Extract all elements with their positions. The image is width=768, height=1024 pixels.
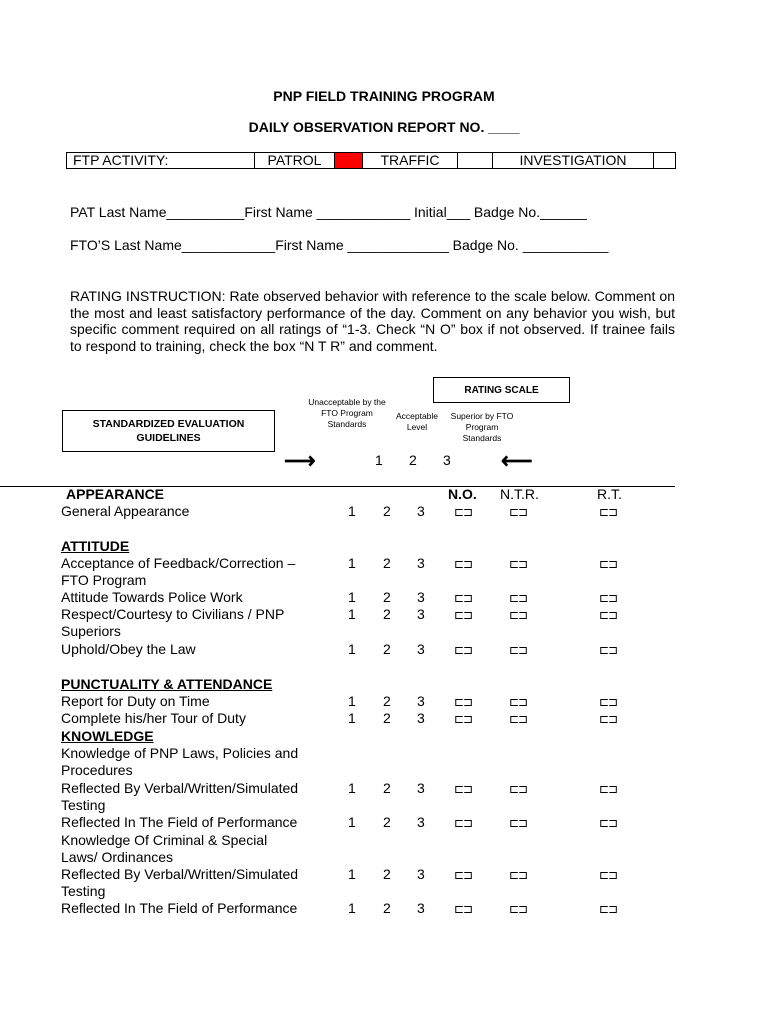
rating-2[interactable]: 2	[383, 503, 391, 519]
rt-checkbox[interactable]: ⊏⊐	[599, 557, 618, 571]
rating-1[interactable]: 1	[348, 693, 356, 709]
rt-checkbox[interactable]: ⊏⊐	[599, 868, 618, 882]
rating-1[interactable]: 1	[348, 780, 356, 796]
ntr-checkbox[interactable]: ⊏⊐	[509, 591, 528, 605]
activity-patrol-label: PATROL	[255, 153, 335, 169]
rating-1[interactable]: 1	[348, 814, 356, 830]
no-checkbox[interactable]: ⊏⊐	[454, 591, 473, 605]
no-checkbox[interactable]: ⊏⊐	[454, 868, 473, 882]
rating-1[interactable]: 1	[348, 555, 356, 571]
item-label: Respect/Courtesy to Civilians / PNP	[61, 606, 285, 622]
item-label: Knowledge of PNP Laws, Policies and	[61, 745, 299, 761]
rating-2[interactable]: 2	[383, 693, 391, 709]
ntr-checkbox[interactable]: ⊏⊐	[509, 712, 528, 726]
no-checkbox[interactable]: ⊏⊐	[454, 902, 473, 916]
ntr-checkbox[interactable]: ⊏⊐	[509, 816, 528, 830]
item-label: Reflected By Verbal/Written/Simulated	[61, 780, 299, 796]
item-label: FTO Program	[61, 572, 147, 588]
column-rt: R.T.	[597, 486, 622, 502]
rating-3[interactable]: 3	[417, 589, 425, 605]
rating-1[interactable]: 1	[348, 710, 356, 726]
no-checkbox[interactable]: ⊏⊐	[454, 712, 473, 726]
scale-number-2: 2	[409, 452, 417, 468]
scale-acceptable-label: Acceptable Level	[395, 411, 439, 432]
section-attitude: ATTITUDE	[61, 538, 130, 554]
rating-scale-box: RATING SCALE	[433, 377, 570, 403]
rating-instruction: RATING INSTRUCTION: Rate observed behavior with reference to the scale below. Comment on the most and least satisfactory performance of the day. Comment on any behavior you wish, but specific comment required on all ratings of “1-3. Check “N O” box if not observed. If trainee fails to respond to training, check the box “N T R” and comment.	[70, 288, 675, 354]
arrow-right-icon: ⟶	[284, 448, 316, 473]
rt-checkbox[interactable]: ⊏⊐	[599, 591, 618, 605]
no-checkbox[interactable]: ⊏⊐	[454, 505, 473, 519]
section-appearance: APPEARANCE	[66, 486, 165, 502]
rating-3[interactable]: 3	[417, 900, 425, 916]
item-label: Testing	[61, 797, 106, 813]
ntr-checkbox[interactable]: ⊏⊐	[509, 608, 528, 622]
traffic-checkbox[interactable]	[458, 153, 493, 169]
rating-1[interactable]: 1	[348, 589, 356, 605]
report-number-title: DAILY OBSERVATION REPORT NO. ____	[248, 119, 520, 135]
fto-name-line[interactable]: FTO’S Last Name____________First Name _____________ Badge No. ___________	[70, 237, 609, 253]
rt-checkbox[interactable]: ⊏⊐	[599, 902, 618, 916]
item-label: General Appearance	[61, 503, 190, 519]
activity-label: FTP ACTIVITY:	[67, 153, 255, 169]
rating-3[interactable]: 3	[417, 606, 425, 622]
item-label: Attitude Towards Police Work	[61, 589, 243, 605]
rating-1[interactable]: 1	[348, 503, 356, 519]
rating-1[interactable]: 1	[348, 641, 356, 657]
scale-number-3: 3	[443, 452, 451, 468]
scale-number-1: 1	[375, 452, 383, 468]
section-punctuality: PUNCTUALITY & ATTENDANCE	[61, 676, 273, 692]
item-label: Testing	[61, 883, 106, 899]
item-label: Knowledge Of Criminal & Special	[61, 832, 268, 848]
item-label: Uphold/Obey the Law	[61, 641, 196, 657]
rating-2[interactable]: 2	[383, 555, 391, 571]
evaluation-guidelines-box: STANDARDIZED EVALUATION GUIDELINES	[62, 410, 275, 452]
rating-2[interactable]: 2	[383, 900, 391, 916]
rating-3[interactable]: 3	[417, 693, 425, 709]
rating-3[interactable]: 3	[417, 555, 425, 571]
rating-2[interactable]: 2	[383, 866, 391, 882]
no-checkbox[interactable]: ⊏⊐	[454, 695, 473, 709]
section-knowledge: KNOWLEDGE	[61, 728, 154, 744]
item-label: Acceptance of Feedback/Correction –	[61, 555, 296, 571]
rating-3[interactable]: 3	[417, 780, 425, 796]
rt-checkbox[interactable]: ⊏⊐	[599, 816, 618, 830]
item-label: Reflected By Verbal/Written/Simulated	[61, 866, 299, 882]
item-label: Procedures	[61, 762, 133, 778]
column-ntr: N.T.R.	[500, 486, 539, 502]
ntr-checkbox[interactable]: ⊏⊐	[509, 902, 528, 916]
no-checkbox[interactable]: ⊏⊐	[454, 816, 473, 830]
no-checkbox[interactable]: ⊏⊐	[454, 782, 473, 796]
rt-checkbox[interactable]: ⊏⊐	[599, 643, 618, 657]
item-label: Reflected In The Field of Performance	[61, 900, 298, 916]
patrol-checkbox[interactable]	[335, 153, 363, 169]
item-label: Laws/ Ordinances	[61, 849, 174, 865]
rt-checkbox[interactable]: ⊏⊐	[599, 608, 618, 622]
scale-unacceptable-label: Unacceptable by the FTO Program Standards	[308, 397, 386, 429]
rating-3[interactable]: 3	[417, 814, 425, 830]
activity-investigation-label: INVESTIGATION	[493, 153, 654, 169]
column-no: N.O.	[448, 486, 477, 502]
ntr-checkbox[interactable]: ⊏⊐	[509, 643, 528, 657]
rating-3[interactable]: 3	[417, 503, 425, 519]
rating-3[interactable]: 3	[417, 866, 425, 882]
rt-checkbox[interactable]: ⊏⊐	[599, 505, 618, 519]
ntr-checkbox[interactable]: ⊏⊐	[509, 782, 528, 796]
rating-2[interactable]: 2	[383, 710, 391, 726]
activity-traffic-label: TRAFFIC	[363, 153, 458, 169]
rt-checkbox[interactable]: ⊏⊐	[599, 695, 618, 709]
no-checkbox[interactable]: ⊏⊐	[454, 557, 473, 571]
scale-superior-label: Superior by FTO Program Standards	[450, 411, 514, 443]
rating-3[interactable]: 3	[417, 641, 425, 657]
ntr-checkbox[interactable]: ⊏⊐	[509, 557, 528, 571]
arrow-left-icon: ⟵	[501, 448, 533, 473]
rating-1[interactable]: 1	[348, 900, 356, 916]
rating-2[interactable]: 2	[383, 641, 391, 657]
rating-1[interactable]: 1	[348, 606, 356, 622]
rating-3[interactable]: 3	[417, 710, 425, 726]
rating-2[interactable]: 2	[383, 589, 391, 605]
no-checkbox[interactable]: ⊏⊐	[454, 608, 473, 622]
investigation-checkbox[interactable]	[654, 153, 676, 169]
rating-1[interactable]: 1	[348, 866, 356, 882]
ntr-checkbox[interactable]: ⊏⊐	[509, 868, 528, 882]
ntr-checkbox[interactable]: ⊏⊐	[509, 505, 528, 519]
no-checkbox[interactable]: ⊏⊐	[454, 643, 473, 657]
item-label: Report for Duty on Time	[61, 693, 210, 709]
form-title: PNP FIELD TRAINING PROGRAM	[273, 88, 495, 104]
ntr-checkbox[interactable]: ⊏⊐	[509, 695, 528, 709]
item-label: Complete his/her Tour of Duty	[61, 710, 246, 726]
activity-table	[66, 152, 676, 169]
item-label: Reflected In The Field of Performance	[61, 814, 298, 830]
rt-checkbox[interactable]: ⊏⊐	[599, 782, 618, 796]
rating-2[interactable]: 2	[383, 780, 391, 796]
rt-checkbox[interactable]: ⊏⊐	[599, 712, 618, 726]
pat-name-line[interactable]: PAT Last Name__________First Name ____________ Initial___ Badge No.______	[70, 204, 587, 220]
rating-2[interactable]: 2	[383, 606, 391, 622]
item-label: Superiors	[61, 623, 121, 639]
rating-2[interactable]: 2	[383, 814, 391, 830]
